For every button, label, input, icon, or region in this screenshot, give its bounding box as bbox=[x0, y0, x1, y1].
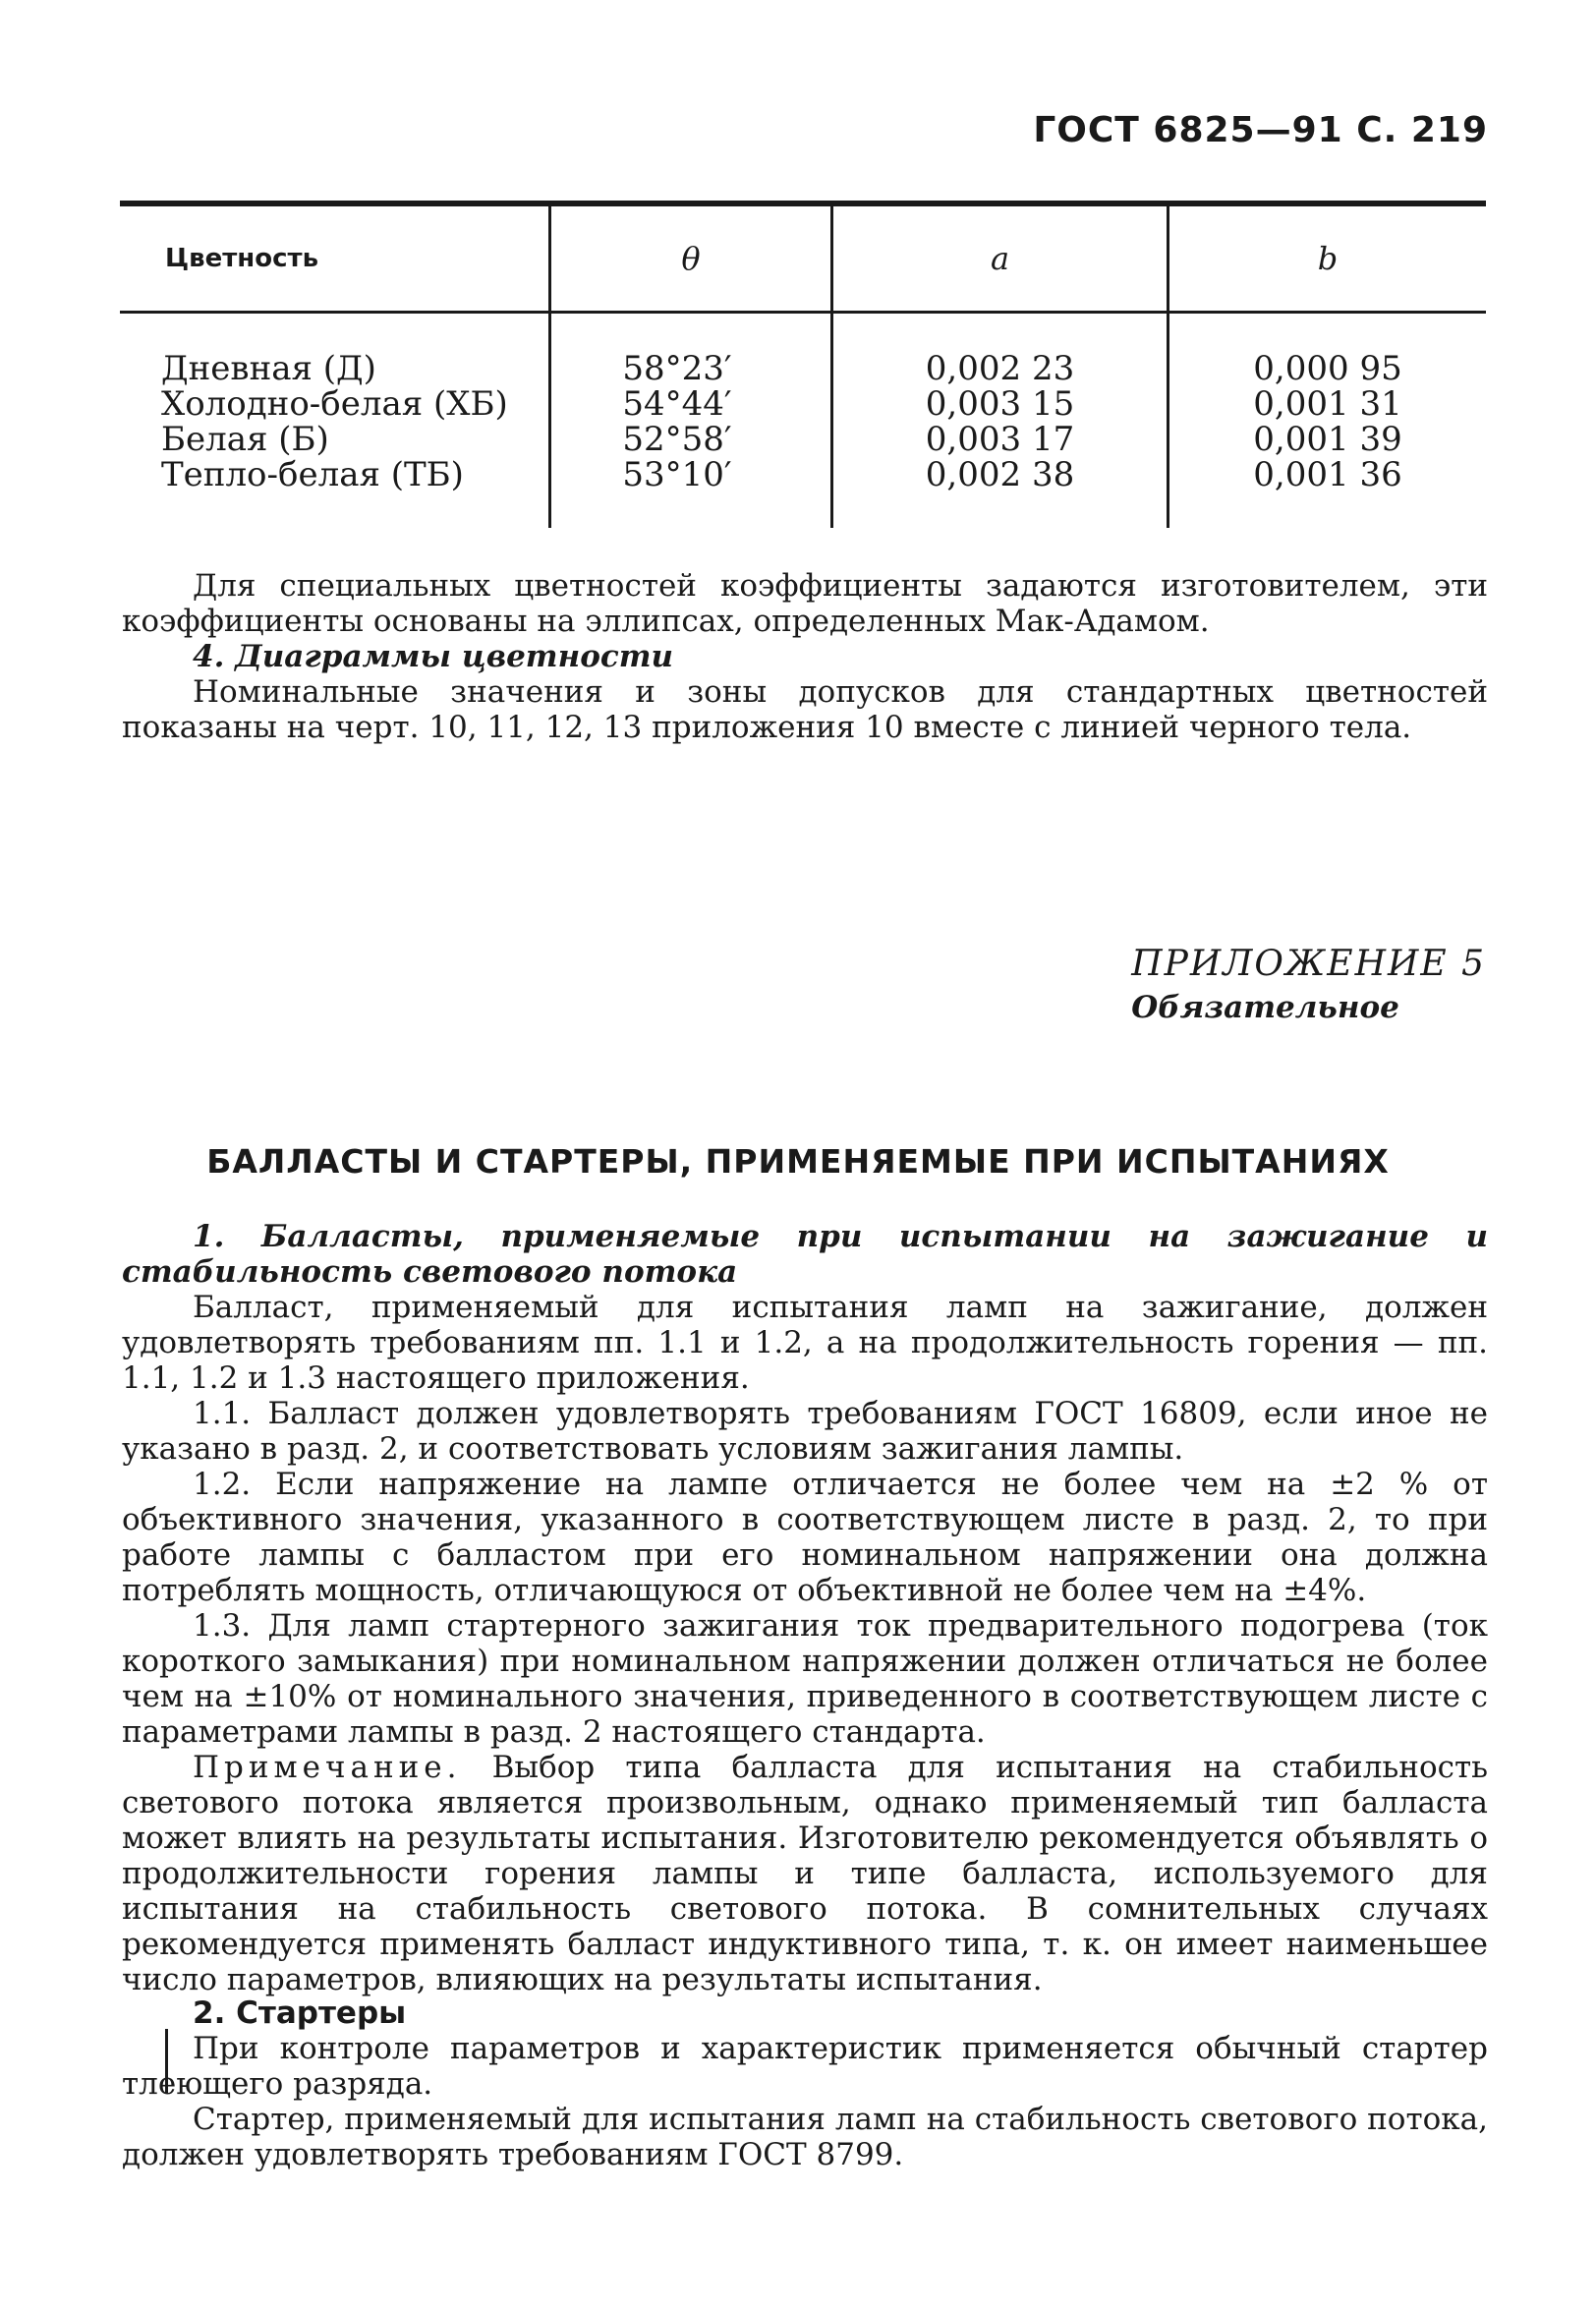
paragraph-1-3: 1.3. Для ламп стартерного зажигания ток предварительного подогрева (ток короткого замыкания) при номинальном напряжении должен отличаться не более чем на ±10% от номинального значения, приведенного в соответствующем листе с параметрами лампы в разд. 2 настоящего стандарта. bbox=[122, 1608, 1488, 1750]
table-cell: Тепло-белая (ТБ) bbox=[161, 455, 464, 494]
paragraph-note: Примечание. Выбор типа балласта для испытания на стабильность светового потока является произвольным, однако применяемый тип балласта может влиять на результаты испытания. Изготовителю рекомендуется объявлять о продолжительности горения лампы и типе балласта, используемого для испытания на стабильность светового потока. В сомнительных случаях рекомендуется применять балласт индуктивного типа, т. к. он имеет наименьшее число параметров, влияющих на результаты испытания. bbox=[122, 1750, 1488, 1997]
appendix-label bbox=[1131, 944, 1486, 1025]
table-cell: 0,003 15 bbox=[925, 384, 1075, 424]
table-cell: 53°10′ bbox=[622, 455, 732, 494]
table-header-row bbox=[120, 206, 1486, 311]
appendix-subtitle: Обязательное bbox=[1131, 990, 1399, 1025]
paragraph-ballast-requirements: Балласт, применяемый для испытания ламп на зажигание, должен удовлетворять требованиям пп. 1.1 и 1.2, а на продолжительность горения — пп. 1.1, 1.2 и 1.3 настоящего приложения. bbox=[122, 1290, 1488, 1396]
paragraph-diagrams: Номинальные значения и зоны допусков для стандартных цветностей показаны на черт. 10, 11, 12, 13 приложения 10 вместе с линией черного тела. bbox=[122, 674, 1488, 745]
table-cell: 54°44′ bbox=[622, 384, 732, 424]
table-cell: 0,001 39 bbox=[1253, 420, 1402, 459]
heading-starters: 2. Стартеры bbox=[193, 1995, 407, 2031]
column-a bbox=[830, 314, 1167, 528]
table-cell: Дневная (Д) bbox=[161, 349, 376, 388]
page-header: ГОСТ 6825—91 С. 219 bbox=[1033, 110, 1488, 150]
column-b bbox=[1167, 314, 1486, 528]
table-cell: 0,002 23 bbox=[925, 349, 1075, 388]
paragraph-1-2: 1.2. Если напряжение на лампе отличается не более чем на ±2 % от объективного значения, указанного в соответствующем листе в разд. 2, то при работе лампы с балластом при его номинальном напряжении она должна потреблять мощность, отличающуюся от объективной не более чем на ±4%. bbox=[122, 1467, 1488, 1608]
column-header-theta: θ bbox=[681, 240, 701, 277]
appendix-title: ПРИЛОЖЕНИЕ 5 bbox=[1131, 944, 1486, 984]
coefficients-table bbox=[120, 201, 1486, 528]
heading-ballasts: 1. Балласты, применяемые при испытании на зажигание и стабильность светового потока bbox=[122, 1219, 1488, 1290]
column-header-chromaticity: Цветность bbox=[165, 244, 319, 273]
table-cell: 0,003 17 bbox=[925, 420, 1075, 459]
paragraph-1-1: 1.1. Балласт должен удовлетворять требованиям ГОСТ 16809, если иное не указано в разд. 2, и соответствовать условиям зажигания лампы. bbox=[122, 1396, 1488, 1467]
paragraph-starter-type: При контроле параметров и характеристик применяется обычный стартер тлеющего разряда. bbox=[122, 2031, 1488, 2102]
table-cell: 0,000 95 bbox=[1253, 349, 1402, 388]
paragraph-special-chromaticities: Для специальных цветностей коэффициенты задаются изготовителем, эти коэффициенты основаны на эллипсах, определенных Мак-Адамом. bbox=[122, 568, 1488, 639]
column-theta bbox=[548, 314, 830, 528]
table-cell: 58°23′ bbox=[622, 349, 732, 388]
table-cell: 52°58′ bbox=[622, 420, 732, 459]
column-header-b: b bbox=[1317, 240, 1339, 277]
column-chromaticity bbox=[120, 314, 548, 528]
note-label: Примечание. bbox=[193, 1750, 462, 1785]
column-header-a: a bbox=[990, 240, 1010, 277]
table-body bbox=[120, 314, 1486, 528]
section-title: БАЛЛАСТЫ И СТАРТЕРЫ, ПРИМЕНЯЕМЫЕ ПРИ ИСПЫТАНИЯХ bbox=[206, 1142, 1390, 1181]
table-cell: 0,002 38 bbox=[925, 455, 1075, 494]
paragraph-starter-requirements: Стартер, применяемый для испытания ламп на стабильность светового потока, должен удовлетворять требованиям ГОСТ 8799. bbox=[122, 2102, 1488, 2172]
heading-chromaticity-diagrams: 4. Диаграммы цветности bbox=[193, 639, 674, 674]
table-cell: 0,001 36 bbox=[1253, 455, 1402, 494]
table-cell: Белая (Б) bbox=[161, 420, 329, 459]
table-cell: 0,001 31 bbox=[1253, 384, 1402, 424]
table-cell: Холодно-белая (ХБ) bbox=[161, 384, 508, 424]
